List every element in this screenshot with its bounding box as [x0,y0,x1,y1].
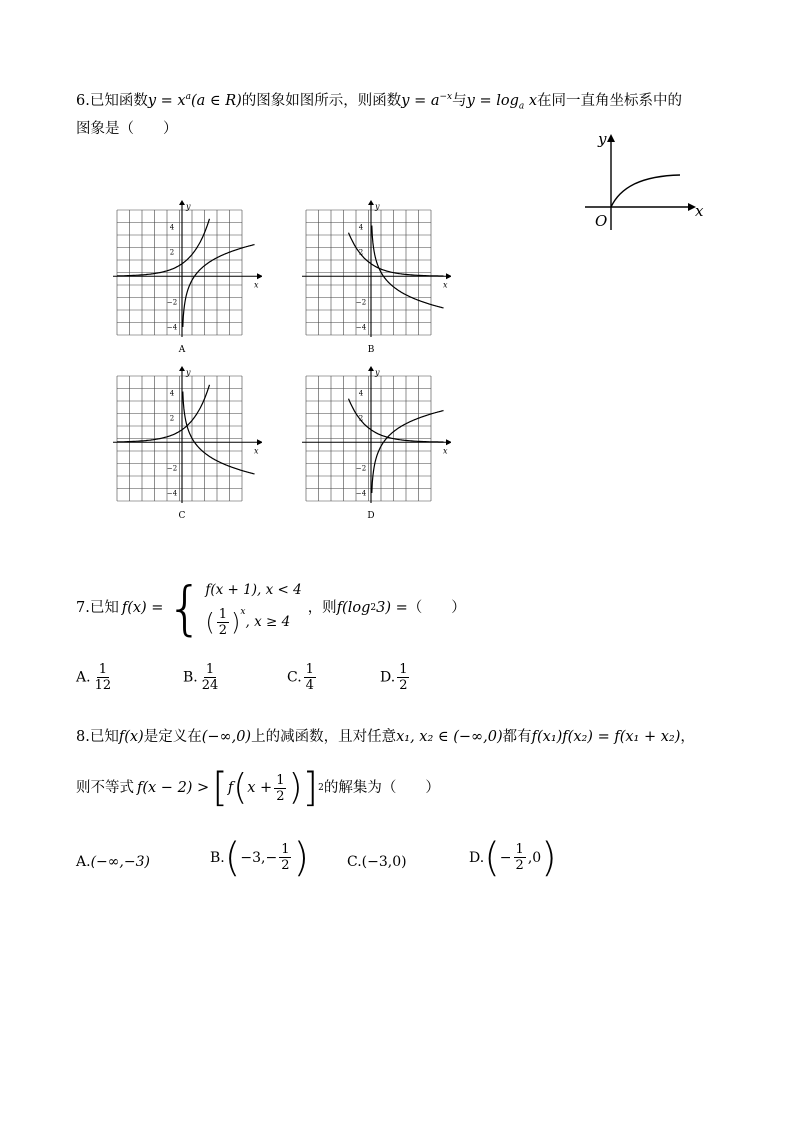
ref-origin-label: O [595,212,608,230]
graph-tick-label: 2 [169,248,175,257]
graph-y-label: y [375,202,380,211]
q6-number: 6. [76,92,90,109]
graph-option-b [301,200,451,360]
q7-brace: { [166,574,204,642]
graph-tick-label: −4 [166,489,178,498]
q8-option-a[interactable]: A.(−∞,−3) [76,854,150,870]
graph-tick-label: −4 [166,323,178,332]
graph-tick-label: 4 [358,223,364,232]
graph-tick-label: 2 [358,248,364,257]
graph-tick-label: 2 [358,414,364,423]
graph-option-label[interactable]: C [178,511,186,521]
q6-stem-line1: 6.已知函数$y = x^a(a$ ∈ R)的图象如图所示，则函数$y = a^{-x}$与$y = \log_a x$在同一直角坐标系中的 [76,92,683,112]
q7-option-c[interactable]: C. $\frac{1}{4}$ [287,662,314,693]
graph-tick-label: −2 [166,464,178,473]
graph-x-label: x [443,280,448,290]
graph-x-label: x [254,446,259,456]
q8-option-d[interactable]: D. ( − $\frac{1}{2}$ ,0 ) [469,834,557,881]
graph-tick-label: 2 [169,414,175,423]
graph-y-label: y [375,368,380,377]
graph-tick-label: −2 [355,298,367,307]
graph-tick-label: −2 [355,464,367,473]
graph-curve [372,411,444,494]
graph-tick-label: −2 [166,298,178,307]
graph-option-a [112,200,262,360]
q7-piecewise [205,579,301,638]
graph-option-c [112,366,262,526]
q7-option-d[interactable]: D. $\frac{1}{2}$ [380,662,408,693]
q7-option-b[interactable]: B. $\frac{1}{24}$ [183,662,219,693]
graph-tick-label: 4 [169,223,175,232]
q7-option-a[interactable]: A. $\frac{1}{12}$ [76,662,112,693]
graph-y-label: y [186,202,191,211]
graph-tick-label: −4 [355,489,367,498]
graph-x-label: x [443,446,448,456]
graph-option-label[interactable]: A [178,345,186,355]
graph-tick-label: −4 [355,323,367,332]
graph-tick-label: 4 [169,389,175,398]
graph-option-label[interactable]: B [367,345,375,355]
ref-x-label: x [695,202,704,220]
graph-x-label: x [254,280,259,290]
graph-curve [372,226,444,309]
graph-option-d [301,366,451,526]
graph-option-label[interactable]: D [367,511,375,521]
graph-curve [183,392,255,475]
q7-case2: ( $\frac{1}{2}$ )$^x$, x ≥ 4 [205,606,291,638]
q7-stem: 7. 已知 f(x) = { f(x + 1), x < 4 ( $\frac{1}{2}$ )$^x$, x ≥ 4 ，则 f(log 2 3) = （ ） [76,574,466,642]
q8-stem-line1: 8.已知f(x)是定义在(−∞,0)上的减函数，且对任意x₁, x₂ ∈ (−∞,0)都有f(x₁)f(x₂) = f(x₁ + x₂)， [76,729,695,745]
q8-option-b[interactable]: B. ( −3,− $\frac{1}{2}$ ) [210,834,310,881]
graph-y-label: y [186,368,191,377]
q7-case1: f(x + 1), x < 4 [205,581,302,598]
q8-stem-line2: 则不等式 f(x − 2) > [ f ( x + $\frac{1}{2}$ ) ] 2 的解集为（ ） [76,765,440,811]
graph-curve [183,245,255,328]
graph-tick-label: 4 [358,389,364,398]
q6-stem-line2: 图象是（ ） [76,121,178,137]
q7-number: 7. [76,600,90,616]
q8-option-c[interactable]: C.(−3,0) [347,854,407,870]
q8-number: 8. [76,729,90,745]
ref-y-label: y [598,130,607,148]
q6-reference-graph [580,130,710,230]
